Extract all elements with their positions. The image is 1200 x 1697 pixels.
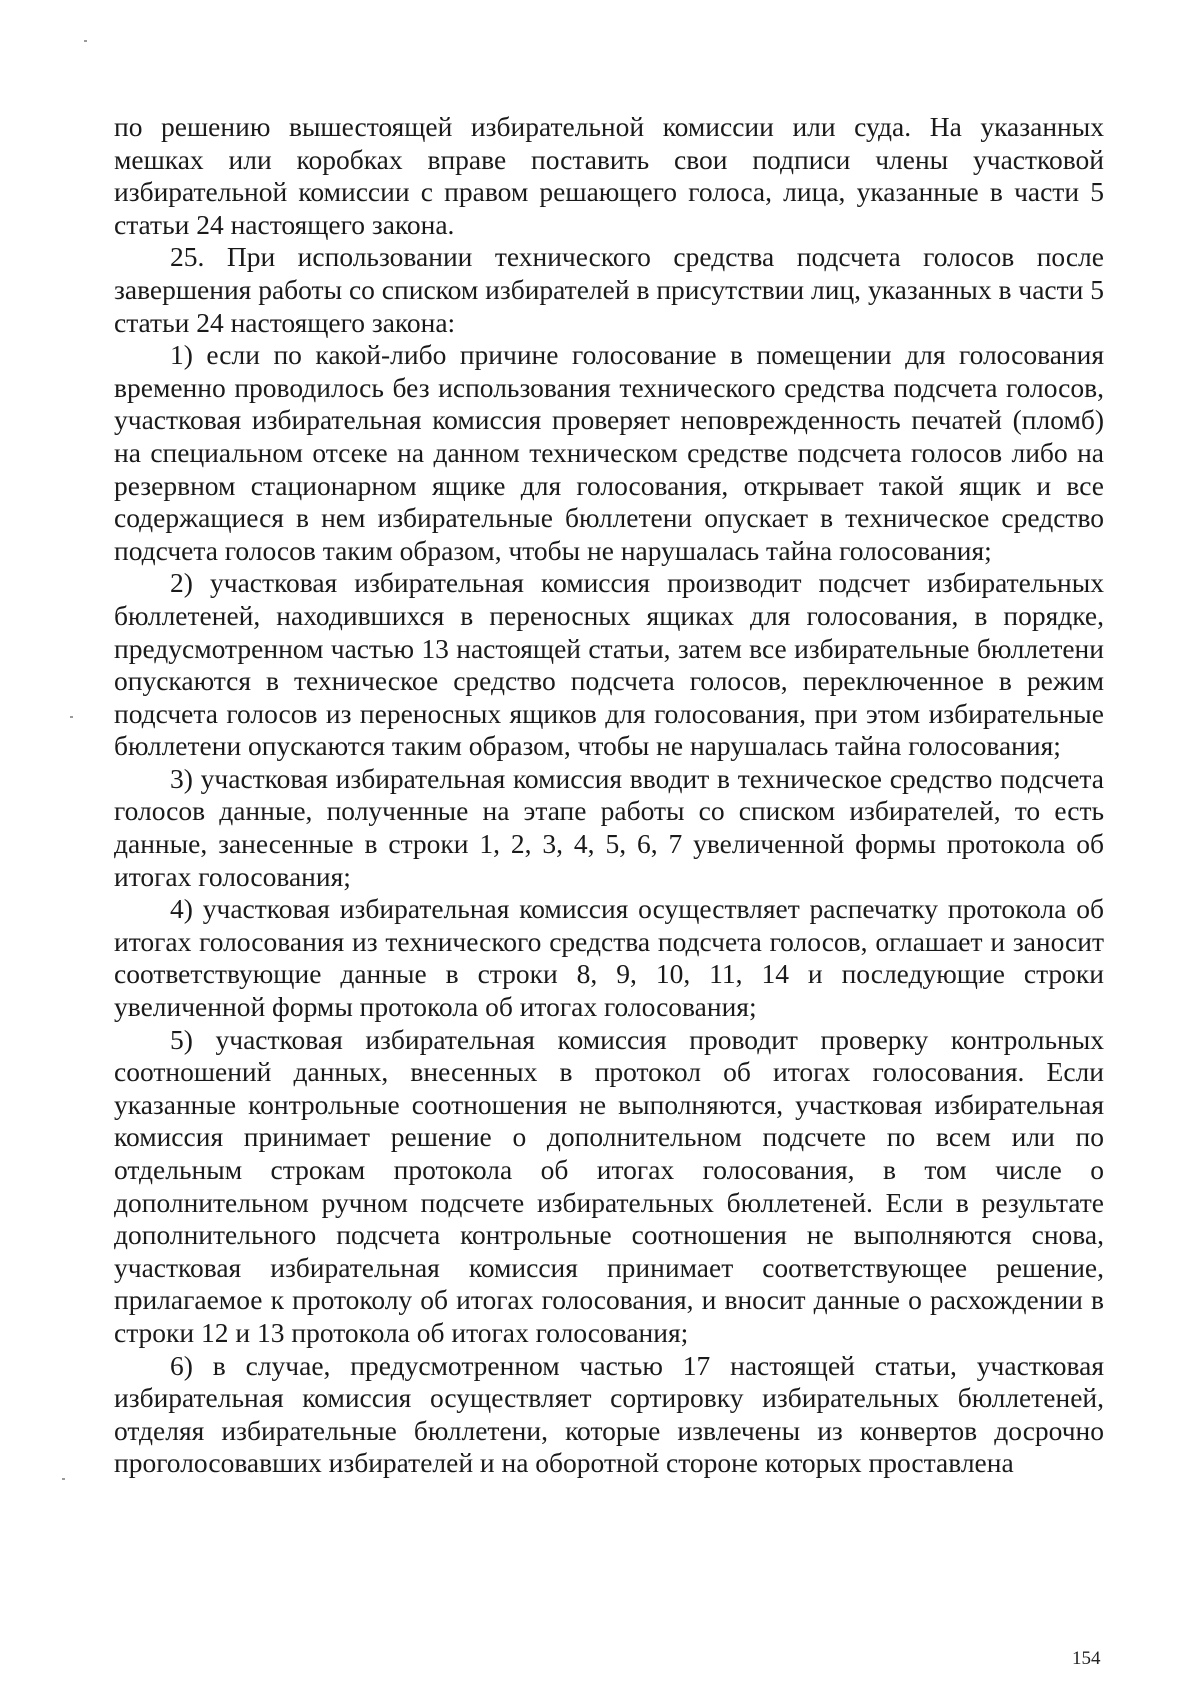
- paragraph-subitem-6: 6) в случае, предусмотренном частью 17 настоящей статьи, участковая избирательная комиссия осуществляет сортировку избирательных бюллетеней, отделяя избирательные бюллетени, которые извлечены из конвертов досрочно проголосовавших избирателей и на оборотной стороне которых проставлена: [114, 1349, 1104, 1479]
- paragraph-continuation: по решению вышестоящей избирательной комиссии или суда. На указанных мешках или коробках вправе поставить свои подписи члены участковой избирательной комиссии с правом решающего голоса, лица, указанные в части 5 статьи 24 настоящего закона.: [114, 111, 1104, 240]
- paragraph-subitem-3: 3) участковая избирательная комиссия вводит в техническое средство подсчета голосов данные, полученные на этапе работы со списком избирателей, то есть данные, занесенные в строки 1, 2, 3, 4, 5, 6, 7 увеличенной формы протокола об итогах голосования;: [114, 762, 1104, 892]
- document-body: [114, 111, 1104, 1480]
- paragraph-item-25: 25. При использовании технического средства подсчета голосов после завершения работы со списком избирателей в присутствии лиц, указанных в части 5 статьи 24 настоящего закона:: [114, 241, 1104, 338]
- paragraph-subitem-2: 2) участковая избирательная комиссия производит подсчет избирательных бюллетеней, находившихся в переносных ящиках для голосования, в порядке, предусмотренном частью 13 настоящей статьи, затем все избирательные бюллетени опускаются в техническое средство подсчета голосов, переключенное в режим подсчета голосов из переносных ящиков для голосования, при этом избирательные бюллетени опускаются таким образом, чтобы не нарушалась тайна голосования;: [114, 567, 1104, 762]
- paragraph-subitem-5: 5) участковая избирательная комиссия проводит проверку контрольных соотношений данных, внесенных в протокол об итогах голосования. Если указанные контрольные соотношения не выполняются, участковая избирательная комиссия принимает решение о дополнительном подсчете по всем или по отдельным строкам протокола об итогах голосования, в том числе о дополнительном ручном подсчете избирательных бюллетеней. Если в результате дополнительного подсчета контрольные соотношения не выполняются снова, участковая избирательная комиссия принимает соответствующее решение, прилагаемое к протоколу об итогах голосования, и вносит данные о расхождении в строки 12 и 13 протокола об итогах голосования;: [114, 1023, 1104, 1348]
- paragraph-subitem-1: 1) если по какой-либо причине голосование в помещении для голосования временно проводилось без использования технического средства подсчета голосов, участковая избирательная комиссия проверяет неповрежденность печатей (пломб) на специальном отсеке на данном техническом средстве подсчета голосов либо на резервном стационарном ящике для голосования, открывает такой ящик и все содержащиеся в нем избирательные бюллетени опускает в техническое средство подсчета голосов таким образом, чтобы не нарушалась тайна голосования;: [114, 339, 1104, 566]
- paragraph-subitem-4: 4) участковая избирательная комиссия осуществляет распечатку протокола об итогах голосования из технического средства подсчета голосов, оглашает и заносит соответствующие данные в строки 8, 9, 10, 11, 14 и последующие строки увеличенной формы протокола об итогах голосования;: [114, 893, 1104, 1023]
- scan-speck: [70, 716, 73, 718]
- page-number: 154: [1072, 1648, 1101, 1669]
- scan-speck: [84, 40, 87, 42]
- scan-speck: [62, 1478, 65, 1480]
